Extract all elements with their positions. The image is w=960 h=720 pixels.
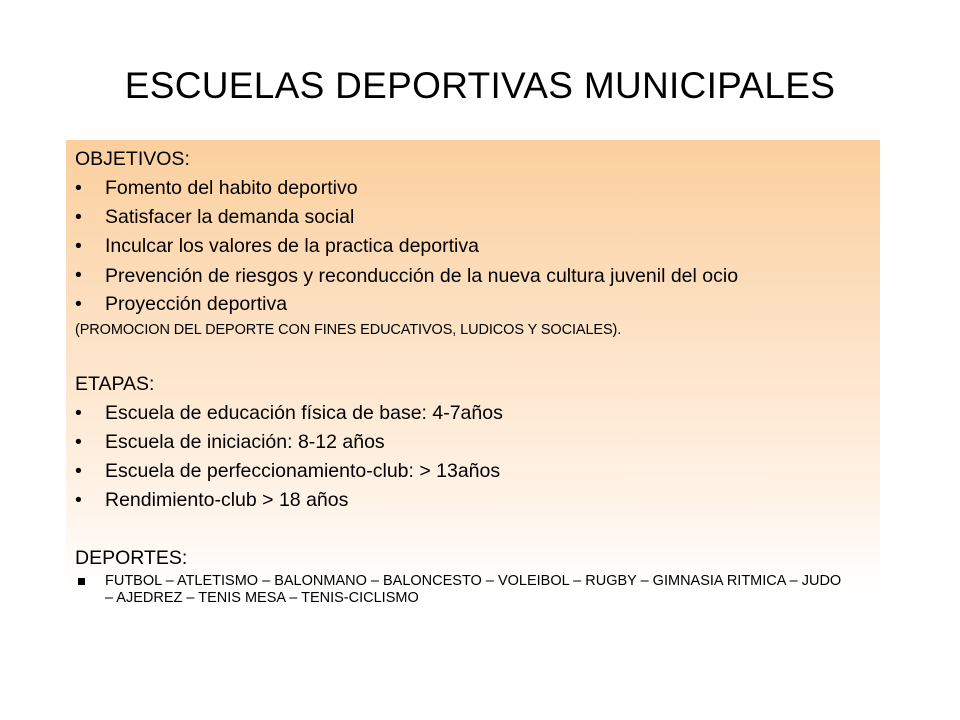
spacer [75, 515, 845, 544]
slide-body [75, 145, 845, 607]
list-item-text: Escuela de iniciación: 8-12 años [105, 431, 385, 453]
list-item [75, 174, 845, 203]
list-item-text: FUTBOL – ATLETISMO – BALONMANO – BALONCESTO – VOLEIBOL – RUGBY – GIMNASIA RITMICA – JUDO – AJEDREZ – TENIS MESA – TENIS-CICLISMO [105, 573, 842, 606]
deportes-heading: DEPORTES: [75, 547, 188, 569]
list-item-text: Proyección deportiva [105, 293, 288, 315]
bullet-icon: • [75, 264, 82, 286]
bullet-icon: • [75, 431, 82, 453]
objetivos-list [75, 174, 845, 319]
deportes-list [75, 573, 845, 607]
list-item-text: Satisfacer la demanda social [105, 206, 355, 228]
list-item [75, 290, 845, 319]
slide-title: ESCUELAS DEPORTIVAS MUNICIPALES [124, 65, 836, 106]
etapas-heading: ETAPAS: [75, 373, 155, 395]
list-item [75, 399, 845, 428]
bullet-icon: • [75, 235, 82, 257]
objetivos-note: (PROMOCION DEL DEPORTE CON FINES EDUCATIVOS, LUDICOS Y SOCIALES). [75, 322, 622, 338]
list-item [75, 486, 845, 515]
list-item [75, 428, 845, 457]
list-item-text: Escuela de perfeccionamiento-club: > 13años [105, 460, 501, 482]
list-item-text: Fomento del habito deportivo [105, 177, 358, 199]
list-item [75, 203, 845, 232]
objetivos-heading: OBJETIVOS: [75, 148, 190, 170]
bullet-icon: • [75, 293, 82, 315]
list-item-text: Escuela de educación física de base: 4-7años [105, 402, 503, 424]
list-item-text: Prevención de riesgos y reconducción de la nueva cultura juvenil del ocio [105, 265, 739, 287]
bullet-icon: • [75, 402, 82, 424]
square-bullet-icon [78, 578, 85, 585]
etapas-list [75, 399, 845, 515]
list-item [75, 573, 845, 607]
list-item [75, 232, 845, 261]
bullet-icon: • [75, 489, 82, 511]
spacer [75, 341, 845, 370]
list-item-text: Rendimiento-club > 18 años [105, 489, 349, 511]
bullet-icon: • [75, 206, 82, 228]
bullet-icon: • [75, 460, 82, 482]
list-item [75, 261, 845, 290]
list-item-text: Inculcar los valores de la practica deportiva [105, 235, 479, 257]
bullet-icon: • [75, 177, 82, 199]
list-item [75, 457, 845, 486]
